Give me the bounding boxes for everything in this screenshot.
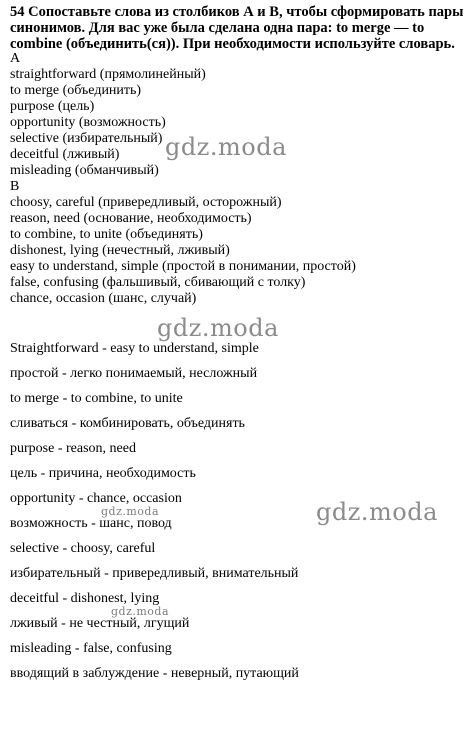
answer-line: возможность - шанс, повод: [10, 516, 172, 531]
answer-line: вводящий в заблуждение - неверный, путающий: [10, 666, 299, 681]
column-a-item: purpose (цель): [10, 99, 95, 114]
column-a-item: opportunity (возможность): [10, 115, 166, 130]
answer-line: deceitful - dishonest, lying: [10, 591, 160, 606]
answer-line: selective - choosy, careful: [10, 541, 156, 556]
column-b-item: chance, occasion (шанс, случай): [10, 291, 197, 306]
watermark: gdz.moda: [316, 498, 438, 526]
column-b: [10, 179, 356, 307]
column-b-item: choosy, careful (привередливый, осторожный): [10, 195, 282, 210]
watermark: gdz.moda: [157, 314, 279, 342]
column-a-item: deceitful (лживый): [10, 147, 120, 162]
answer-line: misleading - false, confusing: [10, 641, 172, 656]
answer-line: сливаться - комбинировать, объединять: [10, 416, 245, 431]
column-a-item: straightforward (прямолинейный): [10, 67, 206, 82]
column-b-item: dishonest, lying (нечестный, лживый): [10, 243, 230, 258]
answer-line: простой - легко понимаемый, несложный: [10, 366, 258, 381]
column-b-item: reason, need (основание, необходимость): [10, 211, 252, 226]
answer-line: to merge - to combine, to unite: [10, 391, 183, 406]
answer-line: цель - причина, необходимость: [10, 466, 196, 481]
task-instruction: 54 Сопоставьте слова из столбиков А и В, чтобы сформировать пары синонимов. Для вас уже была сделана одна пара: to merge — to combine (объединить(ся)). При необходимости используйте словарь.: [10, 4, 464, 52]
column-a-item: to merge (объединить): [10, 83, 142, 98]
answer-line: Straightforward - easy to understand, simple: [10, 341, 259, 356]
column-b-label: B: [10, 179, 20, 194]
answer-line: лживый - не честный, лгущий: [10, 616, 190, 631]
answer-line: opportunity - chance, occasion: [10, 491, 182, 506]
watermark: gdz.moda: [101, 505, 160, 518]
column-b-item: easy to understand, simple (простой в понимании, простой): [10, 259, 356, 274]
column-a-item: selective (избирательный): [10, 131, 163, 146]
column-a-label: A: [10, 51, 21, 66]
column-b-item: false, confusing (фальшивый, сбивающий с толку): [10, 275, 306, 290]
column-a-item: misleading (обманчивый): [10, 163, 159, 178]
answer-line: purpose - reason, need: [10, 441, 136, 456]
watermark: gdz.moda: [165, 133, 287, 161]
answer-line: избирательный - привередливый, внимательный: [10, 566, 299, 581]
watermark: gdz.moda: [111, 605, 170, 618]
column-b-item: to combine, to unite (объединять): [10, 227, 203, 242]
